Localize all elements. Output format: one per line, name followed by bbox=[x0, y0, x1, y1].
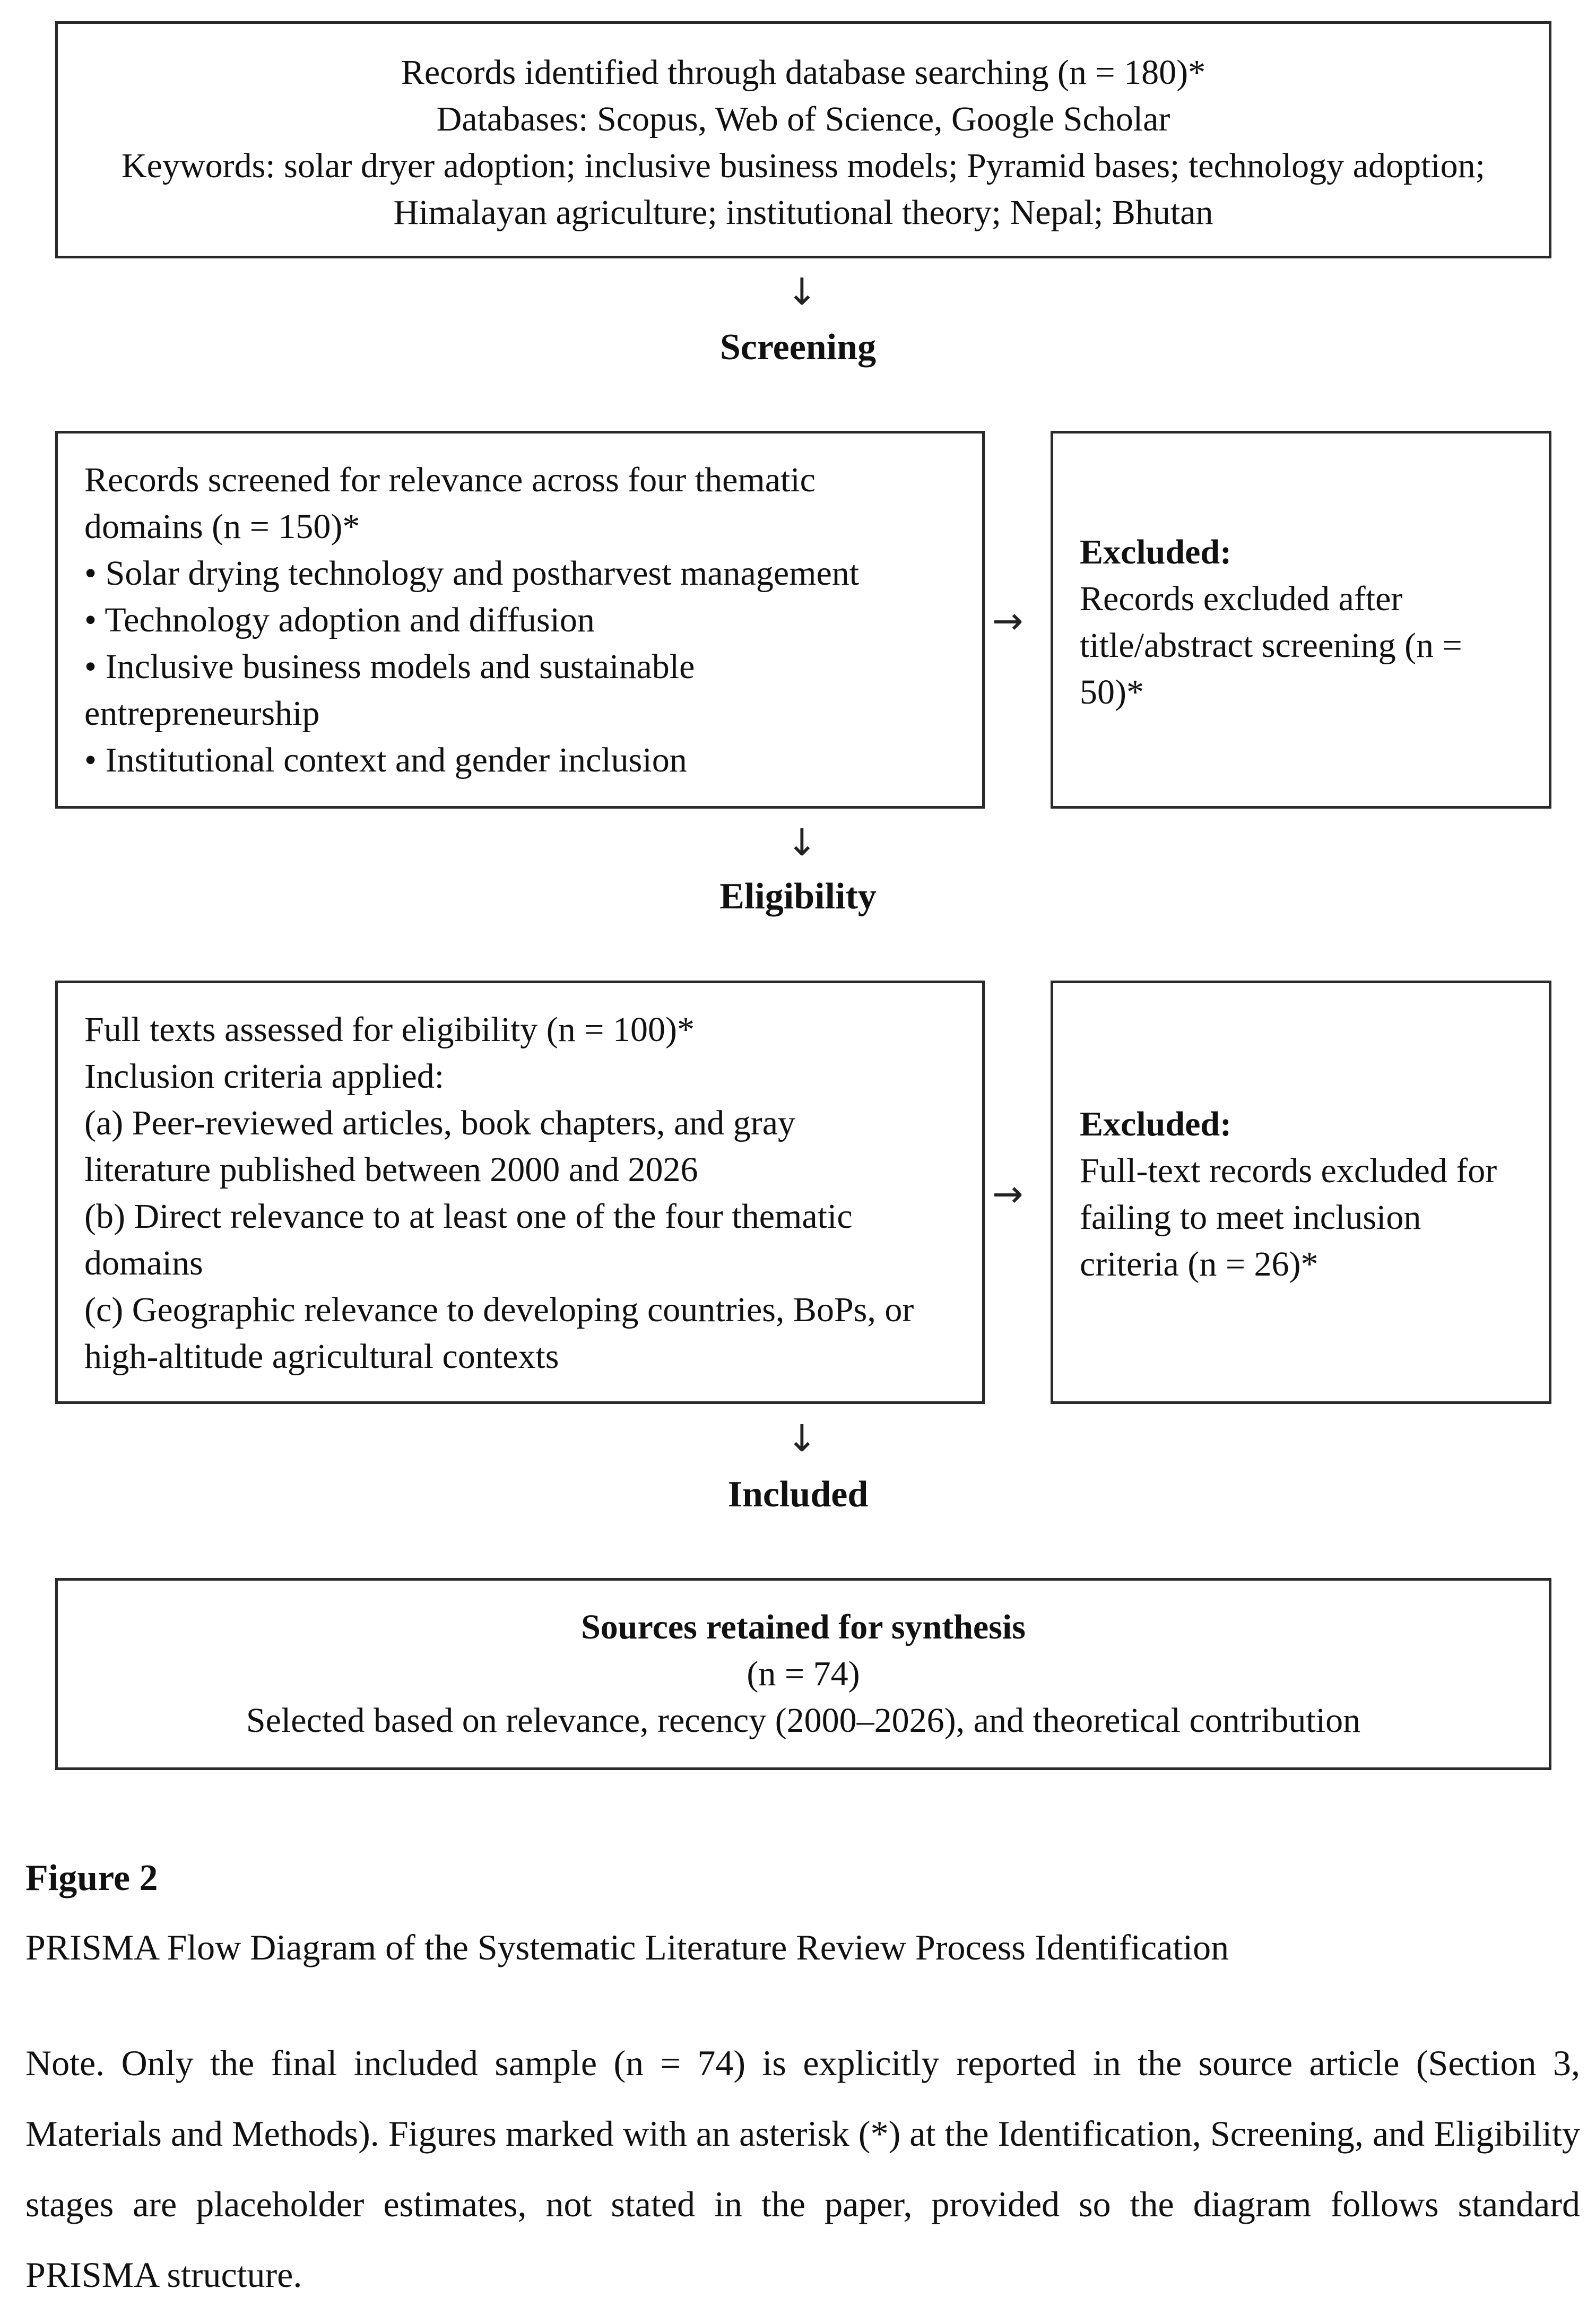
excluded-line: Full-text records excluded for bbox=[1080, 1151, 1497, 1190]
identification-databases-line: Databases: Scopus, Web of Science, Google Scholar bbox=[436, 100, 1170, 138]
down-arrow-icon: ↓ bbox=[786, 1417, 818, 1460]
down-arrow-icon: ↓ bbox=[786, 821, 818, 864]
stage-label-included: Included bbox=[727, 1474, 869, 1515]
eligibility-line: Full texts assessed for eligibility (n = 100)* bbox=[84, 1010, 695, 1049]
eligibility-criterion: domains bbox=[84, 1244, 203, 1282]
eligibility-excluded-box bbox=[1051, 981, 1551, 1404]
excluded-line: Records excluded after bbox=[1080, 579, 1403, 618]
screening-bullet: • Technology adoption and diffusion bbox=[84, 601, 595, 639]
identification-keywords-line-2: Himalayan agriculture; institutional theory; Nepal; Bhutan bbox=[393, 193, 1213, 232]
excluded-heading: Excluded: bbox=[1080, 1105, 1232, 1143]
screening-line: domains (n = 150)* bbox=[84, 507, 360, 546]
screening-excluded-box bbox=[1051, 431, 1551, 809]
eligibility-criterion: (c) Geographic relevance to developing countries, BoPs, or bbox=[84, 1290, 914, 1329]
screening-bullet: • Institutional context and gender inclusion bbox=[84, 741, 687, 779]
stage-label-eligibility: Eligibility bbox=[719, 876, 877, 917]
included-heading: Sources retained for synthesis bbox=[581, 1608, 1026, 1646]
screening-bullet: • Inclusive business models and sustainable bbox=[84, 647, 695, 686]
identification-box bbox=[55, 21, 1551, 258]
included-box bbox=[55, 1578, 1551, 1770]
stage-label-screening: Screening bbox=[719, 327, 877, 368]
excluded-heading: Excluded: bbox=[1080, 533, 1232, 571]
eligibility-criterion: high-altitude agricultural contexts bbox=[84, 1337, 559, 1376]
eligibility-criterion: literature published between 2000 and 2026 bbox=[84, 1150, 698, 1189]
right-arrow-icon: → bbox=[992, 599, 1023, 643]
excluded-line: failing to meet inclusion bbox=[1080, 1198, 1421, 1237]
excluded-line: 50)* bbox=[1080, 673, 1144, 712]
down-arrow-icon: ↓ bbox=[786, 270, 818, 314]
figure-label: Figure 2 bbox=[25, 1858, 158, 1898]
eligibility-box bbox=[55, 981, 985, 1404]
included-criteria: Selected based on relevance, recency (2000–2026), and theoretical contribution bbox=[246, 1701, 1361, 1740]
figure-note: Note. Only the final included sample (n = 74) is explicitly reported in the source article (Section 3, Materials and Methods). Figures marked with an asterisk (*) at the Identification, Screening, and Eligibility stages are placeholder estimates, not stated in the paper, provided so the diagram follows standard PRISMA structure. bbox=[25, 2043, 1580, 2295]
screening-bullet: entrepreneurship bbox=[84, 694, 320, 733]
screening-bullet: • Solar drying technology and postharvest management bbox=[84, 554, 860, 593]
screening-line: Records screened for relevance across four thematic bbox=[84, 461, 816, 499]
excluded-line: title/abstract screening (n = bbox=[1080, 626, 1462, 665]
eligibility-line: Inclusion criteria applied: bbox=[84, 1057, 445, 1096]
identification-keywords-line: Keywords: solar dryer adoption; inclusive business models; Pyramid bases; technology adoption; bbox=[122, 146, 1485, 185]
eligibility-criterion: (a) Peer-reviewed articles, book chapters, and gray bbox=[84, 1104, 796, 1142]
right-arrow-icon: → bbox=[992, 1172, 1023, 1216]
eligibility-criterion: (b) Direct relevance to at least one of the four thematic bbox=[84, 1197, 853, 1236]
included-count: (n = 74) bbox=[747, 1654, 860, 1693]
identification-records-line: Records identified through database searching (n = 180)* bbox=[401, 53, 1206, 92]
screening-box bbox=[55, 431, 985, 809]
figure-caption: PRISMA Flow Diagram of the Systematic Literature Review Process Identification bbox=[25, 1927, 1229, 1967]
excluded-line: criteria (n = 26)* bbox=[1080, 1245, 1319, 1284]
